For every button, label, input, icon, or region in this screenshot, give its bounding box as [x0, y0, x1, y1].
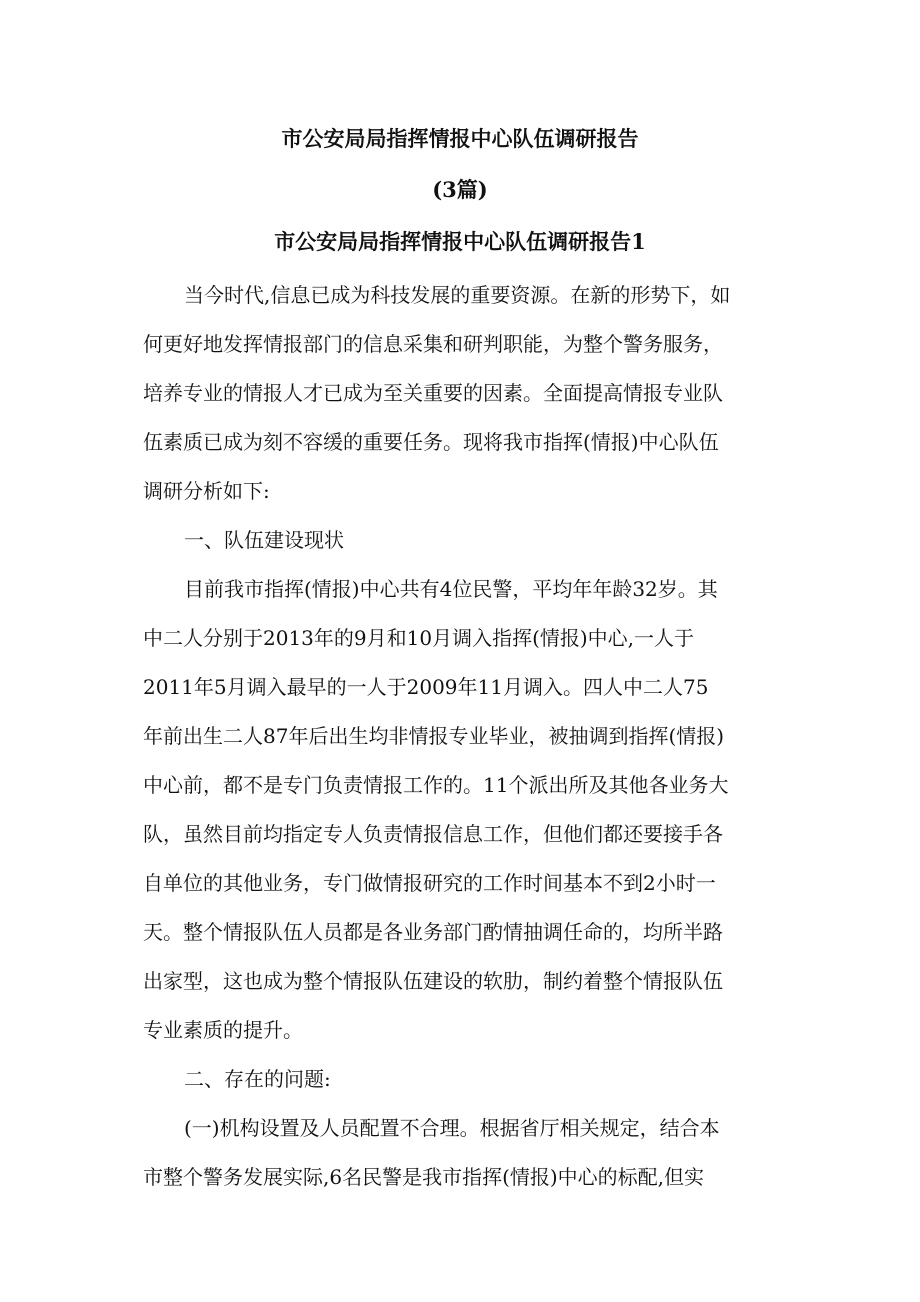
paragraph-line: 中心前，都不是专门负责情报工作的。11个派出所及其他各业务大 [143, 773, 729, 797]
paragraph-line: 目前我市指挥(情报)中心共有4位民警，平均年年龄32岁。其 [184, 577, 718, 601]
paragraph-line: 伍素质已成为刻不容缓的重要任务。现将我市指挥(情报)中心队伍 [143, 430, 719, 454]
paragraph-line: 2011年5月调入最早的一人于2009年11月调入。四人中二人75 [143, 675, 709, 699]
section-title: 市公安局局指挥情报中心队伍调研报告1 [274, 229, 646, 254]
section-heading: 一、队伍建设现状 [184, 528, 344, 552]
document-subtitle: (3篇) [432, 177, 488, 202]
paragraph-line: 市整个警务发展实际,6名民警是我市指挥(情报)中心的标配,但实 [143, 1165, 705, 1189]
paragraph-line: 天。整个情报队伍人员都是各业务部门酌情抽调任命的，均所半路 [143, 920, 723, 944]
document-title: 市公安局局指挥情报中心队伍调研报告 [281, 126, 639, 151]
paragraph-line: 年前出生二人87年后出生均非情报专业毕业，被抽调到指挥(情报) [143, 724, 725, 748]
paragraph-line: 调研分析如下: [143, 479, 270, 503]
section-heading: 二、存在的问题: [184, 1067, 331, 1091]
paragraph-line: (一)机构设置及人员配置不合理。根据省厅相关规定，结合本 [184, 1116, 720, 1140]
paragraph-line: 自单位的其他业务，专门做情报研究的工作时间基本不到2小时一 [143, 871, 716, 895]
paragraph-line: 队，虽然目前均指定专人负责情报信息工作，但他们都还要接手各 [143, 822, 723, 846]
paragraph-line: 当今时代,信息已成为科技发展的重要资源。在新的形势下，如 [184, 283, 731, 307]
paragraph-line: 何更好地发挥情报部门的信息采集和研判职能，为整个警务服务， [143, 332, 723, 356]
paragraph-line: 中二人分别于2013年的9月和10月调入指挥(情报)中心,一人于 [143, 626, 695, 650]
paragraph-line: 出家型，这也成为整个情报队伍建设的软肋，制约着整个情报队伍 [143, 969, 723, 993]
paragraph-line: 培养专业的情报人才已成为至关重要的因素。全面提高情报专业队 [143, 381, 723, 405]
paragraph-line: 专业素质的提升。 [143, 1018, 303, 1042]
